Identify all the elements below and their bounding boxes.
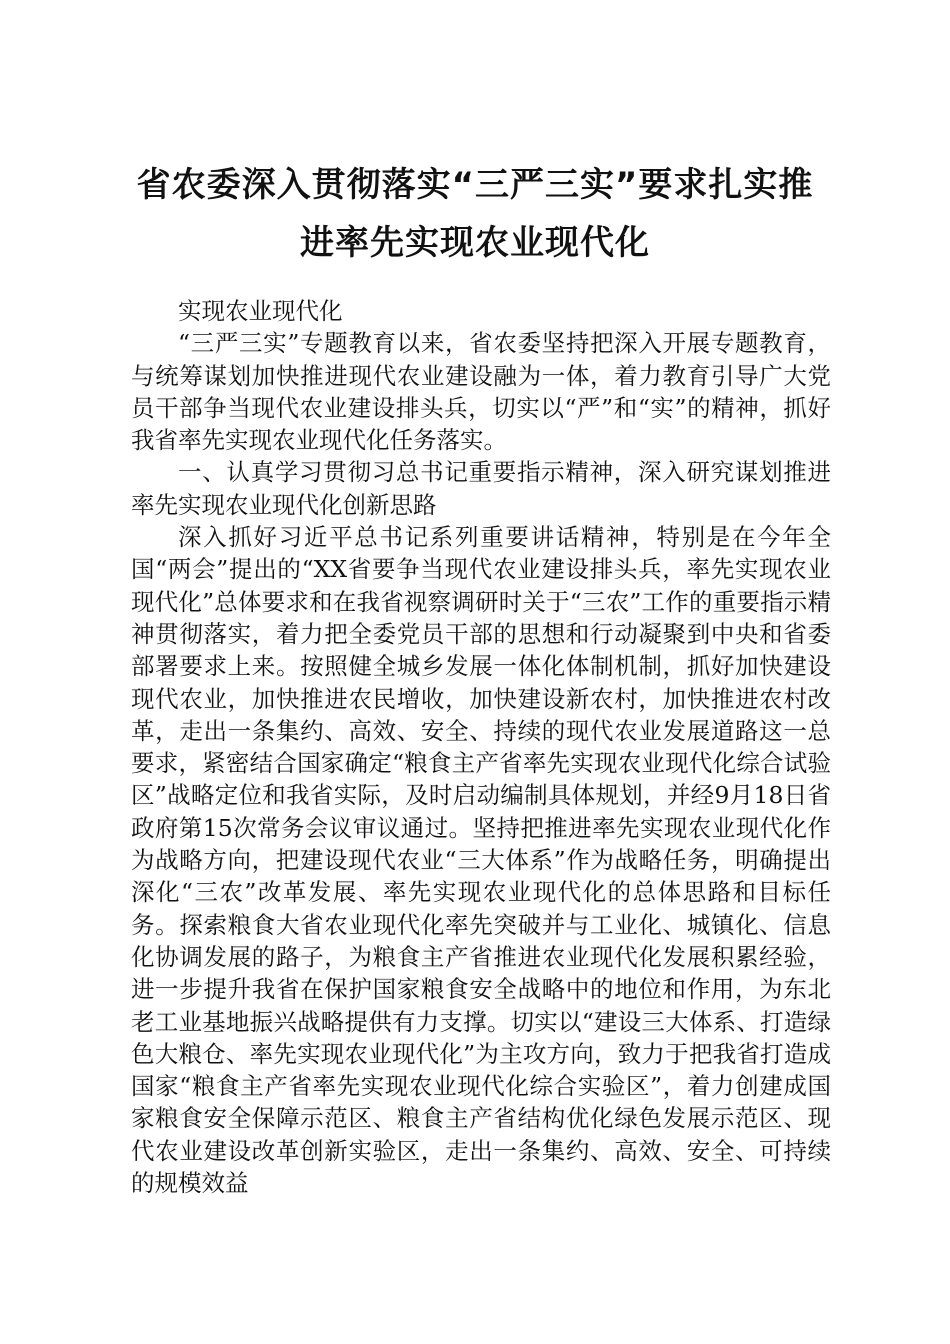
body-paragraph: 实现农业现代化 [178, 297, 343, 325]
body-paragraph: 深入抓好习近平总书记系列重要讲话精神，特别是在今年全国“两会”提出的“XX省要争当现代农业建设排头兵，率先实现农业现代化”总体要求和在我省视察调研时关于“三农”工作的重要指示精神贯彻落实，着力把全委党员干部的思想和行动凝聚到中央和省委部署要求上来。按照健全城乡发展一体化体制机制，抓好加快建设现代农业，加快推进农民增收，加快建设新农村，加快推进农村改革，走出一条集约、高效、安全、持续的现代农业发展道路这一总要求，紧密结合国家确定“粮食主产省率先实现农业现代化综合试验区”战略定位和我省实际，及时启动编制具体规划，并经9月18日省政府第15次常务会议审议通过。坚持把推进率先实现农业现代化作为战略方向，把建设现代农业“三大体系”作为战略任务，明确提出深化“三农”改革发展、率先实现农业现代化的总体思路和目标任务。探索粮食大省农业现代化率先突破并与工业化、城镇化、信息化协调发展的路子，为粮食主产省推进农业现代化发展积累经验，进一步提升我省在保护国家粮食安全战略中的地位和作用，为东北老工业基地振兴战略提供有力支撑。切实以“建设三大体系、打造绿色大粮仓、率先实现农业现代化”为主攻方向，致力于把我省打造成国家“粮食主产省率先实现农业现代化综合实验区”，着力创建成国家粮食安全保障示范区、粮食主产省结构优化绿色发展示范区、现代农业建设改革创新实验区，走出一条集约、高效、安全、可持续的规模效益 [131, 523, 831, 1198]
body-paragraph: “三严三实”专题教育以来，省农委坚持把深入开展专题教育，与统筹谋划加快推进现代农业建设融为一体，着力教育引导广大党员干部争当现代农业建设排头兵，切实以“严”和“实”的精神，抓好我省率先实现农业现代化任务落实。 [131, 329, 831, 455]
section-heading: 一、认真学习贯彻习总书记重要指示精神，深入研究谋划推进率先实现农业现代化创新思路 [131, 458, 831, 519]
document-title-line-2: 进率先实现农业现代化 [300, 223, 650, 263]
document-title-line-1: 省农委深入贯彻落实“三严三实”要求扎实推 [136, 165, 814, 205]
document-body [131, 295, 831, 1199]
